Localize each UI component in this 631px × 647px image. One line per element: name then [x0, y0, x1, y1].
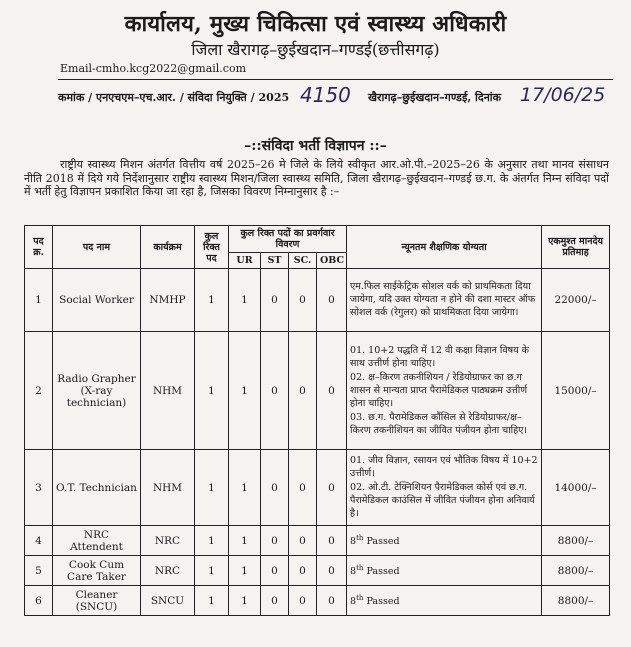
row-total: 1 — [195, 526, 229, 556]
row-obc: 0 — [317, 586, 347, 616]
table-row — [25, 586, 610, 616]
row-post: O.T. Technician — [53, 450, 141, 526]
row-total: 1 — [195, 269, 229, 332]
table-row — [25, 450, 610, 526]
table-row — [25, 269, 610, 332]
row-total: 1 — [195, 450, 229, 526]
qual-text: Passed — [363, 596, 400, 608]
row-sno: 3 — [25, 450, 53, 526]
row-st: 0 — [261, 450, 289, 526]
reference-number: 4150 — [300, 83, 351, 107]
row-program: NHM — [141, 332, 195, 450]
row-qualification — [347, 586, 542, 616]
row-obc: 0 — [317, 269, 347, 332]
header-post: पद नाम — [53, 226, 141, 269]
row-salary: 14000/– — [542, 450, 610, 526]
header-obc: OBC — [317, 253, 347, 269]
row-salary: 8800/– — [542, 556, 610, 586]
row-salary: 8800/– — [542, 526, 610, 556]
row-sc: 0 — [289, 586, 317, 616]
header-salary: एकमुश्त मानदेय प्रतिमाह — [542, 226, 610, 269]
row-total: 1 — [195, 556, 229, 586]
row-total: 1 — [195, 332, 229, 450]
row-sno: 1 — [25, 269, 53, 332]
row-qualification — [347, 269, 542, 332]
row-ur: 1 — [229, 586, 261, 616]
row-post: NRC Attendent — [53, 526, 141, 556]
row-sno: 2 — [25, 332, 53, 450]
header-total: कुल रिक्त पद — [195, 226, 229, 269]
row-qualification — [347, 450, 542, 526]
reference-label: कमांक / एनएचएम–एच.आर. / संविदा नियुक्ति / 2025 — [58, 91, 290, 104]
place-date-label: खैरागढ़–छुईखदान–गण्डई, दिनांक — [368, 91, 502, 104]
row-salary: 8800/– — [542, 586, 610, 616]
row-sno: 4 — [25, 526, 53, 556]
row-post: Cleaner (SNCU) — [53, 586, 141, 616]
row-obc: 0 — [317, 450, 347, 526]
header-st: ST — [261, 253, 289, 269]
qual-number: 8 — [350, 536, 357, 548]
district-subtitle: जिला खैरागढ़–छुईखदान–गण्डई(छत्तीसगढ़) — [191, 40, 440, 59]
qual-number: 8 — [350, 566, 357, 578]
row-qualification — [347, 332, 542, 450]
row-ur: 1 — [229, 556, 261, 586]
row-sno: 5 — [25, 556, 53, 586]
row-ur: 1 — [229, 332, 261, 450]
row-program: SNCU — [141, 586, 195, 616]
row-ur: 1 — [229, 269, 261, 332]
header-sc: SC. — [289, 253, 317, 269]
qualification-line: एम.फिल साईकेट्रिक सोशल वर्क को प्राथमिकता दिया जायेगा, यदि उक्त योग्यता न होने की दशा मास्टर ऑफ सोशल वर्क (रेगुलर) को प्राथमिकता दिया जायेगा। — [350, 281, 536, 318]
qualification-line: 01. जीव विज्ञान, रसायन एवं भौतिक विषय में 10+2 उत्तीर्ण। — [350, 455, 538, 479]
row-program: NRC — [141, 526, 195, 556]
row-sno: 6 — [25, 586, 53, 616]
qualification-line: 03. छ.ग. पैरामेडिकल कौंसिल से रेडियोग्राफर/क्ष–किरण तकनीशियन का जीवित पंजीयन होना चाहिए। — [350, 411, 528, 436]
header-divider — [58, 79, 613, 80]
row-obc: 0 — [317, 556, 347, 586]
header-sno: पद क्र. — [25, 226, 53, 269]
row-post: Cook Cum Care Taker — [53, 556, 141, 586]
row-program: NRC — [141, 556, 195, 586]
row-sc: 0 — [289, 526, 317, 556]
row-program: NHM — [141, 450, 195, 526]
row-obc: 0 — [317, 526, 347, 556]
table-row — [25, 556, 610, 586]
row-ur: 1 — [229, 526, 261, 556]
row-sc: 0 — [289, 269, 317, 332]
qualification-line: 02. क्ष–किरण तकनीशियन / रेडियोग्राफर का छ.ग शासन से मान्यता प्राप्त पैरामेडिकल पाठ्यक्रम उत्तीर्ण होना चाहिए। — [350, 371, 528, 409]
row-qualification — [347, 526, 542, 556]
row-sc: 0 — [289, 332, 317, 450]
row-st: 0 — [261, 586, 289, 616]
qualification-line: 01. 10+2 पद्धति में 12 वी कक्षा विज्ञान विषय के साथ उत्तीर्ण होना चाहिए। — [350, 344, 529, 369]
row-sc: 0 — [289, 556, 317, 586]
row-st: 0 — [261, 269, 289, 332]
row-program: NMHP — [141, 269, 195, 332]
table-row — [25, 526, 610, 556]
row-salary: 15000/– — [542, 332, 610, 450]
row-st: 0 — [261, 332, 289, 450]
qualification-line: 02. ओ.टी. टेक्निशियन पैरामेडिकल कोर्स एवं छ.ग. पैरामेडिकल काउंसिल में जीवित पंजीयन होना अनिवार्य है। — [350, 482, 535, 519]
row-post: Radio Grapher (X-ray technician) — [53, 332, 141, 450]
header-ur: UR — [229, 253, 261, 269]
qual-text: Passed — [363, 566, 400, 578]
reference-date: 17/06/25 — [520, 84, 606, 106]
row-st: 0 — [261, 556, 289, 586]
posts-table — [24, 225, 610, 616]
qual-suffix: th — [356, 594, 364, 603]
intro-paragraph: राष्ट्रीय स्वास्थ्य मिशन अंतर्गत वित्तीय वर्ष 2025–26 मे जिले के लिये स्वीकृत आर.ओ.पी.–2025–26 के अनुसार तथा मानव संसाधन नीति 2018 में दिये गये निर्देशानुसार राष्ट्रीय स्वास्थ्य मिशन/जिला स्वास्थ्य समिति, जिला खैरागढ़–छुईखदान–गण्डई छ.ग. के अंतर्गत निम्न संविदा पदों में भर्ती हेतु विज्ञापन प्रकाशित किया जा रहा है, जिसका विवरण निम्नानुसार है :– — [24, 158, 609, 198]
row-qualification — [347, 556, 542, 586]
email-address: Email-cmho.kcg2022@gmail.com — [60, 62, 247, 75]
qual-suffix: th — [356, 534, 364, 543]
row-post: Social Worker — [53, 269, 141, 332]
office-title: कार्यालय, मुख्य चिकित्सा एवं स्वास्थ्य अधिकारी — [124, 11, 507, 37]
row-salary: 22000/– — [542, 269, 610, 332]
qual-suffix: th — [356, 564, 364, 573]
notice-title: –::संविदा भर्ती विज्ञापन ::– — [244, 138, 387, 154]
row-ur: 1 — [229, 450, 261, 526]
header-program: कार्यक्रम — [141, 226, 195, 269]
row-obc: 0 — [317, 332, 347, 450]
qual-text: Passed — [363, 536, 400, 548]
header-category-group: कुल रिक्त पदों का प्रवर्गवार विवरण — [229, 226, 347, 253]
row-sc: 0 — [289, 450, 317, 526]
header-qualification: न्यूनतम शैक्षणिक योग्यता — [347, 226, 542, 269]
qual-number: 8 — [350, 596, 357, 608]
table-row — [25, 332, 610, 450]
row-total: 1 — [195, 586, 229, 616]
row-st: 0 — [261, 526, 289, 556]
